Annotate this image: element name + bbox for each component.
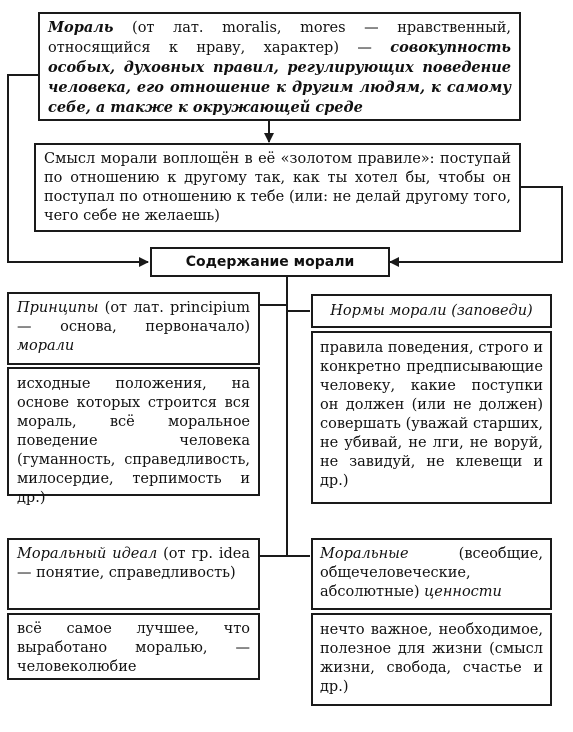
principles-title-box — [7, 292, 260, 365]
norms-title-box — [311, 294, 552, 328]
morality-definition-text — [48, 18, 511, 118]
values-tail: ценности — [424, 584, 502, 600]
principles-body-box — [7, 367, 260, 506]
ideal-term: Моральный идеал — [17, 546, 158, 562]
principles-title — [17, 299, 250, 356]
values-title — [320, 545, 543, 602]
values-title-box — [311, 538, 552, 610]
content-label: Содержание морали — [185, 254, 355, 270]
principles-term: Принципы — [17, 300, 99, 316]
ideal-body: всё самое лучшее, что выработано моралью, — человеколюбие — [17, 621, 250, 675]
norms-body-box — [311, 331, 552, 504]
ideal-title-box — [7, 538, 260, 610]
morality-origin: (от лат. moralis, mores — нравственный, относящийся к нраву, характер) — — [48, 20, 511, 56]
morality-definition: совокупность особых, духовных правил, регулирующих поведение человека, его отношение к другим людям, к самому себе, а также к окружающей среде — [48, 39, 511, 116]
norms-body: правила поведения, строго и конкретно предписывающие человеку, какие поступки он должен (или не должен) совершать (уважай старших, не убивай, не лги, не воруй, не завидуй, не клевещи и др.) — [320, 340, 543, 489]
morality-definition-box — [38, 12, 521, 121]
ideal-origin: (от гр. idea — понятие, справедливость) — [17, 546, 250, 581]
ideal-body-box — [7, 613, 260, 680]
principles-body: исходные положения, на основе которых строится вся мораль, всё моральное поведение человека (гуманность, справедливость, милосердие, терпимость и др.) — [17, 376, 250, 506]
principles-origin: (от лат. principium — основа, первоначало) — [17, 300, 251, 335]
golden-rule-text: Смысл морали воплощён в её «золотом правиле»: поступай по отношению к другому так, как ты хотел бы, чтобы он поступал по отношению к тебе (или: не делай другому того, чего себе не желаешь) — [44, 151, 511, 224]
values-term: Моральные — [320, 546, 409, 562]
content-label-box — [150, 247, 390, 277]
ideal-title — [17, 545, 250, 583]
norms-title: Нормы морали (заповеди) — [330, 303, 533, 319]
values-body-box — [311, 613, 552, 706]
morality-term: Мораль — [48, 19, 114, 36]
values-body: нечто важное, необходимое, полезное для жизни (смысл жизни, свобода, счастье и др.) — [320, 622, 543, 695]
principles-tail: морали — [17, 338, 75, 354]
values-origin: (всеобщие, общечеловеческие, абсолютные) — [320, 546, 543, 600]
golden-rule-box — [34, 143, 521, 232]
